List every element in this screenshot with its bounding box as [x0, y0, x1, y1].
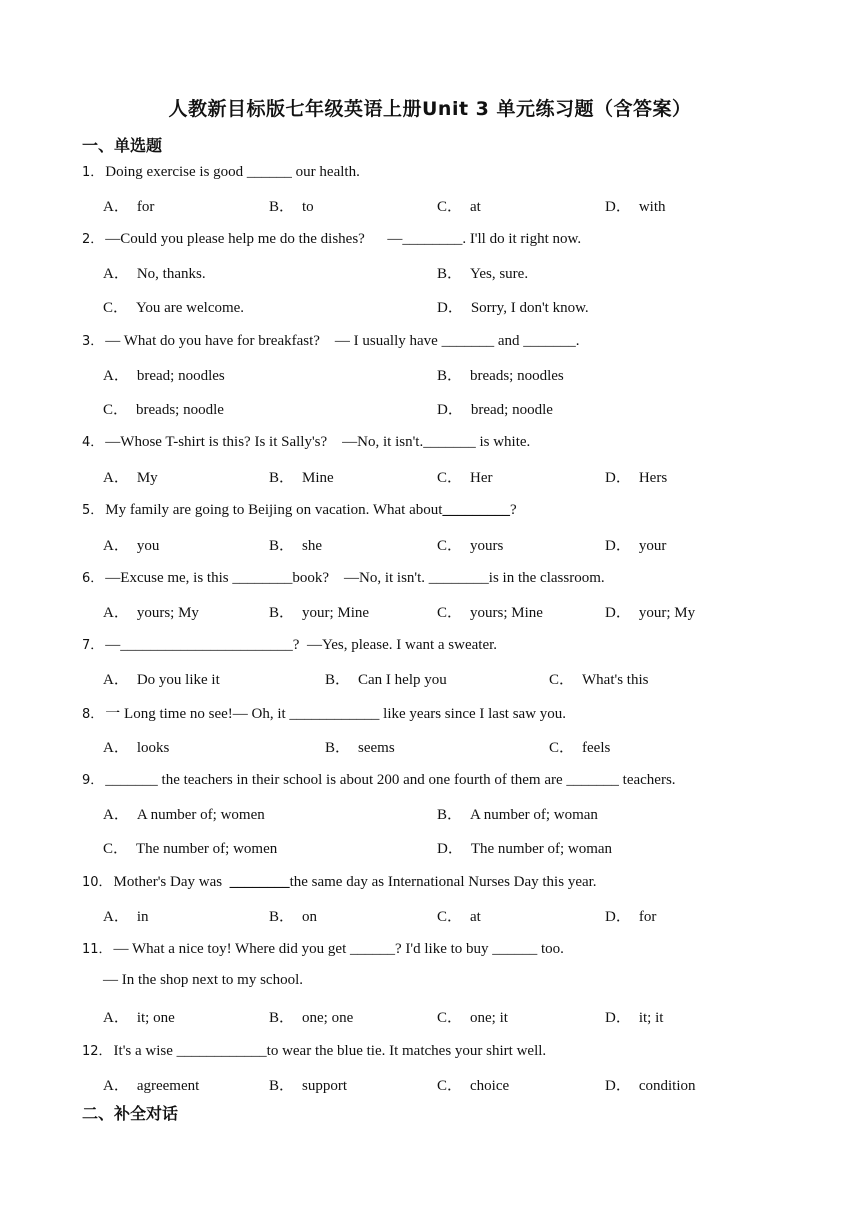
option-a[interactable]: A． for [103, 199, 155, 215]
option-b[interactable]: B． support [269, 1078, 348, 1094]
question-6 [82, 567, 605, 587]
option-a[interactable]: A． yours; My [103, 605, 199, 621]
option-a[interactable]: A． in [103, 909, 149, 925]
option-c[interactable]: C． Her [437, 470, 493, 486]
question-number: 3． [82, 334, 104, 349]
option-b[interactable]: B． she [269, 538, 323, 554]
question-number: 5． [82, 503, 104, 518]
question-number: 7． [82, 638, 104, 653]
question-stem: 一 Long time no see!— Oh, it ____________ like years since I last saw you. [105, 706, 567, 722]
option-b[interactable]: B． to [269, 199, 314, 215]
option-d[interactable]: D． with [605, 199, 666, 215]
answer-blank: _________ [442, 502, 510, 518]
question-stem: My family are going to Beijing on vacation. What about [105, 502, 443, 518]
option-a[interactable]: A． A number of; women [103, 807, 265, 823]
option-d[interactable]: D． Sorry, I don't know. [437, 300, 589, 316]
option-c[interactable]: C． feels [549, 740, 611, 756]
question-number: 8． [82, 707, 104, 722]
question-number: 4． [82, 435, 104, 450]
question-5: 5． My family are going to Beijing on vacation. What about_________? [82, 502, 517, 518]
option-c[interactable]: C． one; it [437, 1010, 508, 1026]
option-b[interactable]: B． your; Mine [269, 605, 370, 621]
question-stem: — What a nice toy! Where did you get ______? I'd like to buy ______ too. [113, 941, 564, 957]
question-stem: —_______________________? —Yes, please. I want a sweater. [105, 637, 498, 653]
option-b[interactable]: B． on [269, 909, 318, 925]
option-a[interactable]: A． it; one [103, 1010, 175, 1026]
question-number: 2． [82, 232, 104, 247]
option-c[interactable]: C． at [437, 909, 481, 925]
option-b[interactable]: B． breads; noodles [437, 368, 564, 384]
question-stem: —Could you please help me do the dishes? —________. I'll do it right now. [105, 231, 582, 247]
option-d[interactable]: D． for [605, 909, 657, 925]
question-number: 6． [82, 571, 104, 586]
option-d[interactable]: D． bread; noodle [437, 402, 553, 418]
option-a[interactable]: A． bread; noodles [103, 368, 225, 384]
question-stem: _______ the teachers in their school is about 200 and one fourth of them are _______ teachers. [105, 772, 676, 788]
option-b[interactable]: B． seems [325, 740, 395, 756]
question-1 [82, 161, 360, 181]
question-12 [82, 1040, 546, 1060]
section-heading-single-choice: 一、单选题 [82, 136, 163, 155]
question-number: 9． [82, 773, 104, 788]
option-b[interactable]: B． Can I help you [325, 672, 447, 688]
question-stem: — What do you have for breakfast? — I usually have _______ and _______. [105, 333, 580, 349]
option-c[interactable]: C． What's this [549, 672, 649, 688]
option-b[interactable]: B． Mine [269, 470, 334, 486]
option-d[interactable]: D． Hers [605, 470, 668, 486]
question-9 [82, 769, 676, 789]
option-b[interactable]: B． Yes, sure. [437, 266, 529, 282]
question-8 [82, 702, 566, 723]
question-10: 10． Mother's Day was ________the same day as International Nurses Day this year. [82, 874, 597, 890]
option-a[interactable]: A． No, thanks. [103, 266, 206, 282]
question-stem: —Excuse me, is this ________book? —No, it isn't. ________is in the classroom. [105, 570, 605, 586]
question-number: 10． [82, 875, 112, 890]
option-c[interactable]: C． at [437, 199, 481, 215]
option-c[interactable]: C． You are welcome. [103, 300, 245, 316]
answer-blank: ________ [229, 874, 290, 890]
option-a[interactable]: A． Do you like it [103, 672, 220, 688]
option-c[interactable]: C． The number of; women [103, 841, 278, 857]
option-d[interactable]: D． The number of; woman [437, 841, 613, 857]
question-11-reply: — In the shop next to my school. [103, 972, 303, 988]
option-c[interactable]: C． breads; noodle [103, 402, 224, 418]
question-7 [82, 634, 497, 654]
option-a[interactable]: A． agreement [103, 1078, 200, 1094]
question-number: 1． [82, 165, 104, 180]
question-stem: Doing exercise is good ______ our health. [105, 164, 360, 180]
question-number: 11． [82, 942, 112, 957]
page-title: 人教新目标版七年级英语上册Unit 3 单元练习题（含答案） [168, 98, 692, 120]
option-b[interactable]: B． A number of; woman [437, 807, 598, 823]
question-stem: —Whose T-shirt is this? Is it Sally's? —No, it isn't._______ is white. [105, 434, 531, 450]
question-3 [82, 330, 579, 350]
question-2 [82, 228, 581, 248]
option-c[interactable]: C． yours [437, 538, 504, 554]
option-b[interactable]: B． one; one [269, 1010, 354, 1026]
section-heading-dialogue: 二、补全对话 [82, 1104, 179, 1123]
question-4 [82, 431, 530, 451]
option-d[interactable]: D． your; My [605, 605, 696, 621]
option-c[interactable]: C． choice [437, 1078, 510, 1094]
option-c[interactable]: C． yours; Mine [437, 605, 543, 621]
option-d[interactable]: D． condition [605, 1078, 696, 1094]
question-stem: Mother's Day was [113, 874, 230, 890]
question-11 [82, 938, 564, 958]
question-number: 12． [82, 1044, 112, 1059]
option-a[interactable]: A． looks [103, 740, 170, 756]
option-a[interactable]: A． you [103, 538, 160, 554]
option-d[interactable]: D． it; it [605, 1010, 664, 1026]
option-a[interactable]: A． My [103, 470, 158, 486]
option-d[interactable]: D． your [605, 538, 667, 554]
question-stem: It's a wise ____________to wear the blue tie. It matches your shirt well. [113, 1043, 547, 1059]
